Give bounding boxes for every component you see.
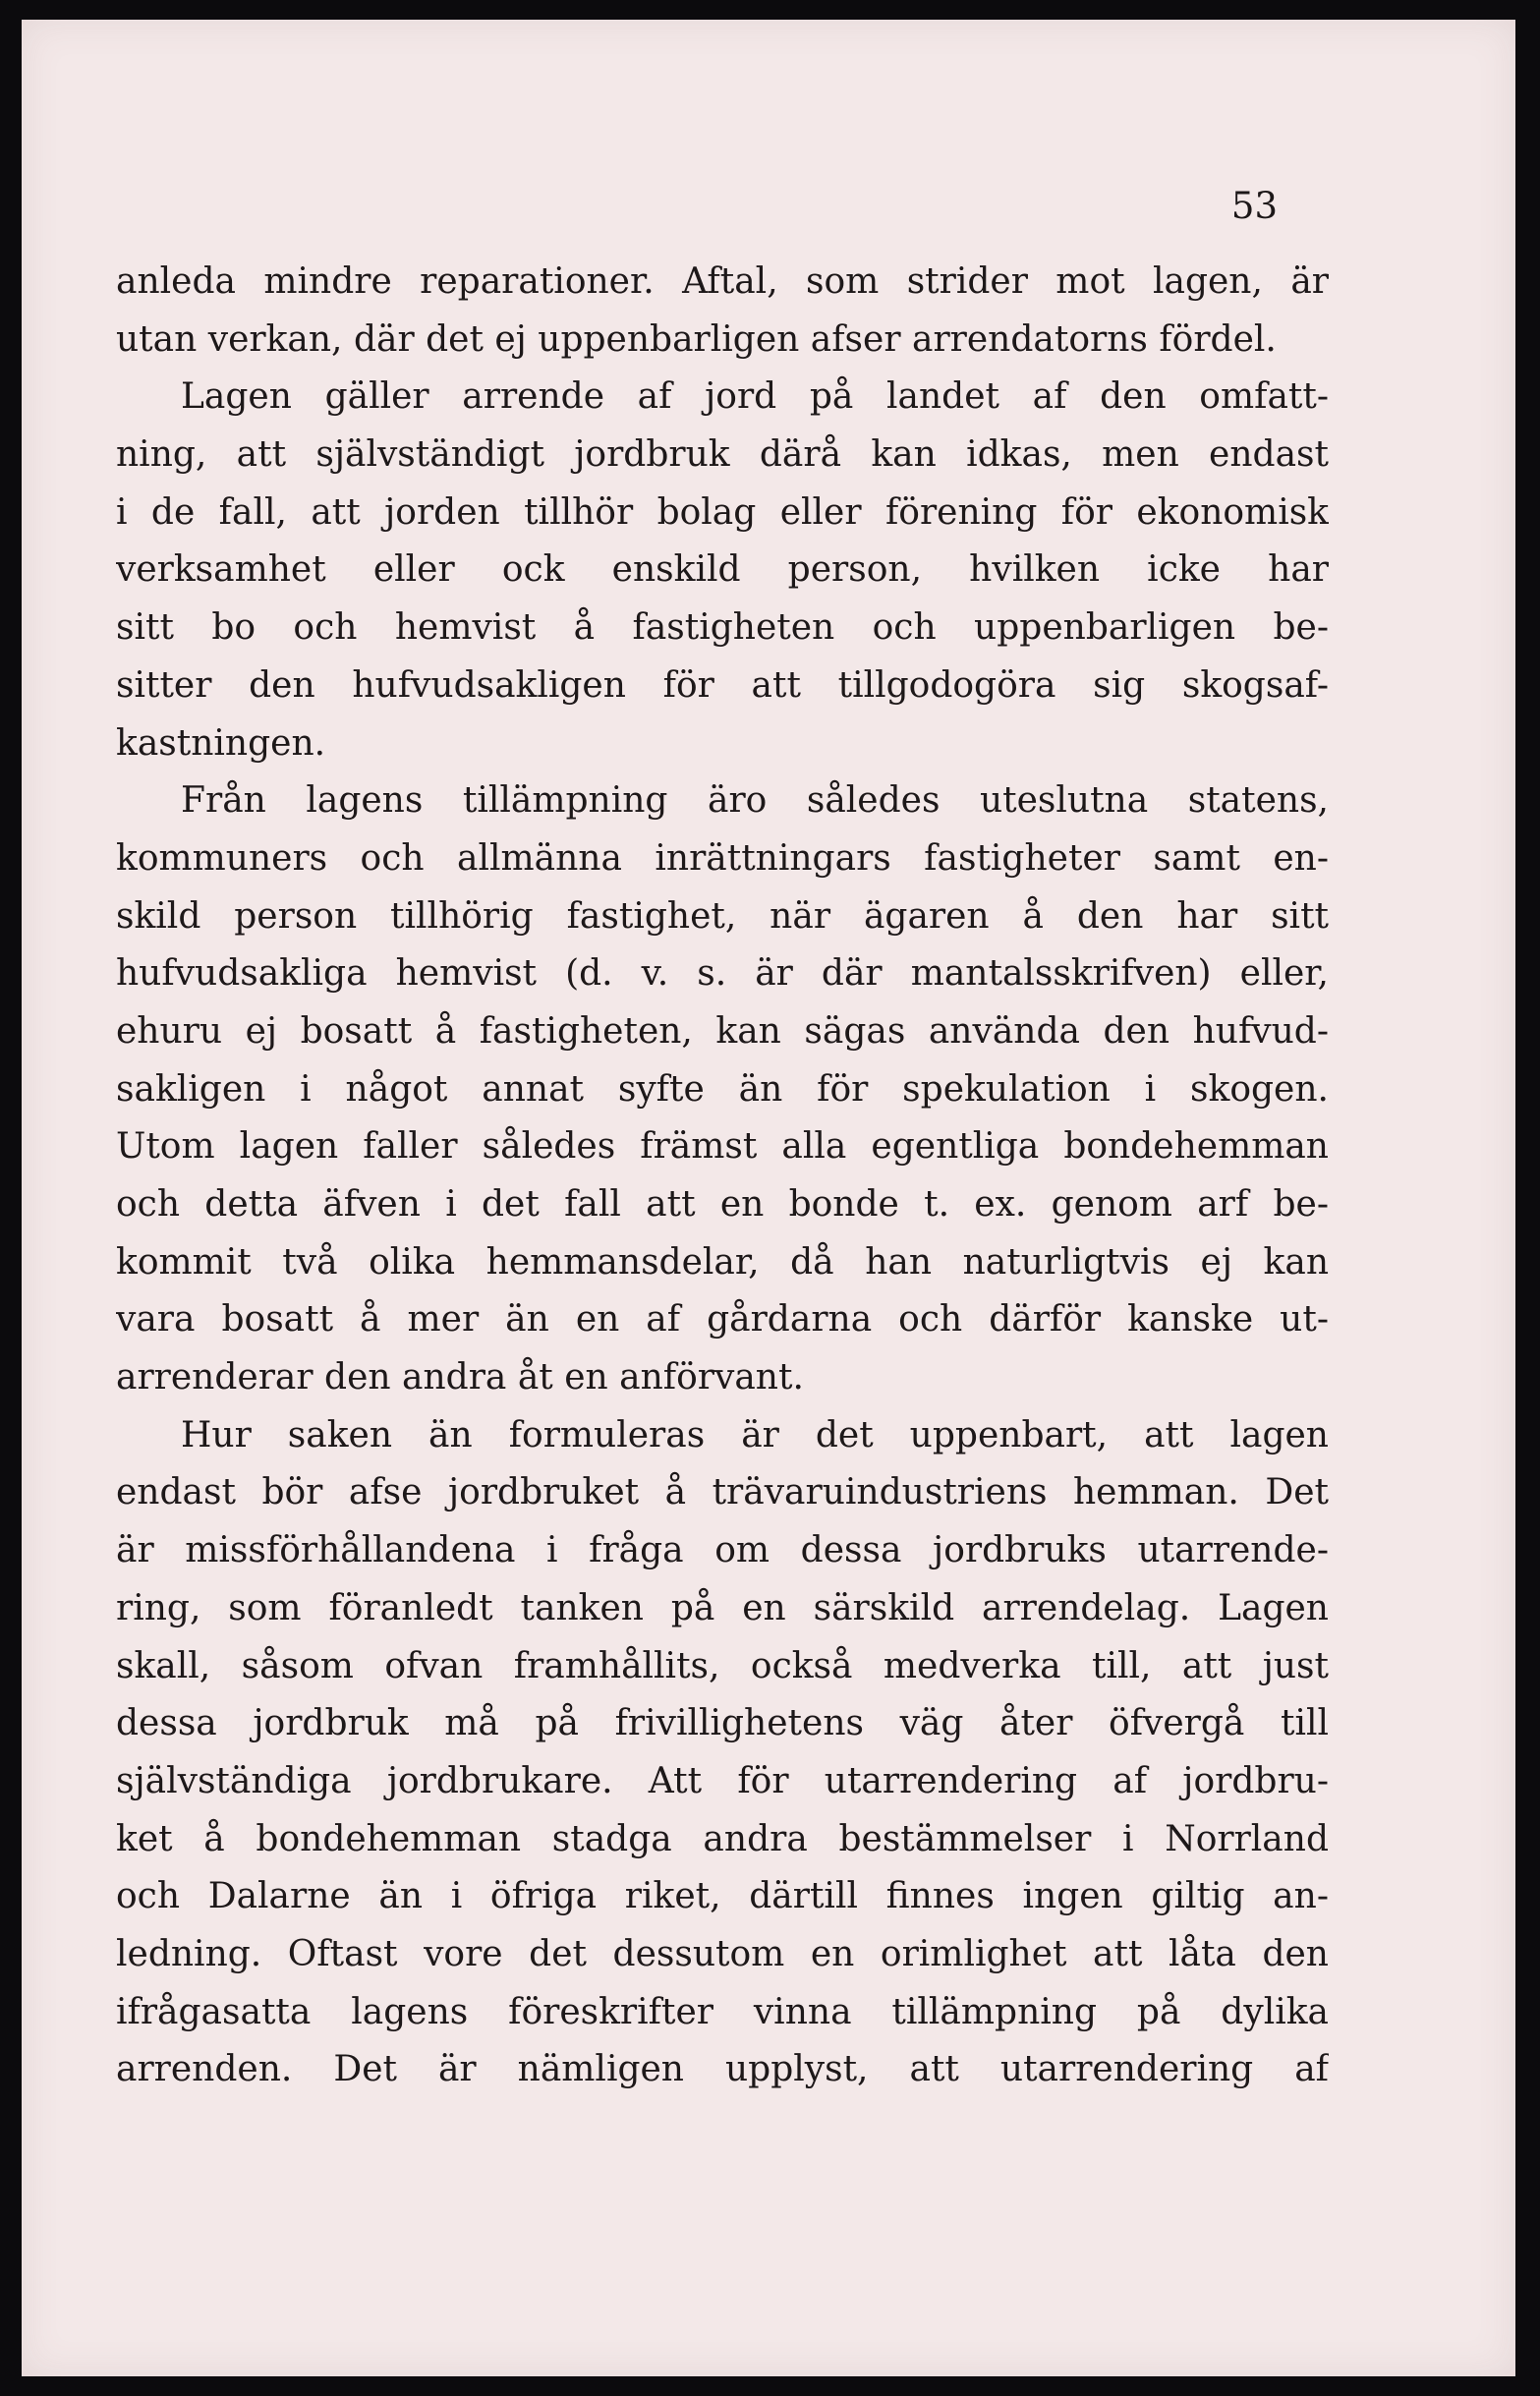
text-line: ehuru ej bosatt å fastigheten, kan sägas använda den hufvud- bbox=[116, 1010, 1329, 1052]
text-line: ket å bondehemman stadga andra bestämmelser i Norrland bbox=[116, 1818, 1329, 1859]
text-line: dessa jordbruk må på frivillighetens väg åter öfvergå till bbox=[116, 1703, 1329, 1744]
text-line: verksamhet eller ock enskild person, hvilken icke har bbox=[116, 549, 1329, 591]
text-line: är missförhållandena i fråga om dessa jordbruks utarrende- bbox=[116, 1530, 1329, 1571]
text-line: ring, som föranledt tanken på en särskild arrendelag. Lagen bbox=[116, 1587, 1329, 1628]
paragraph-start-line: Lagen gäller arrende af jord på landet af den omfatt- bbox=[181, 376, 1329, 418]
paragraph-start-line: Från lagens tillämpning äro således uteslutna statens, bbox=[181, 780, 1329, 822]
text-line: anleda mindre reparationer. Aftal, som strider mot lagen, är bbox=[116, 261, 1329, 302]
text-line: ifrågasatta lagens föreskrifter vinna tillämpning på dylika bbox=[116, 1991, 1329, 2032]
text-line: och Dalarne än i öfriga riket, därtill finnes ingen giltig an- bbox=[116, 1876, 1329, 1917]
text-line: utan verkan, där det ej uppenbarligen afser arrendatorns fördel. bbox=[116, 318, 1277, 360]
text-line: endast bör afse jordbruket å trävaruindustriens hemman. Det bbox=[116, 1472, 1329, 1513]
text-line: självständiga jordbrukare. Att för utarrendering af jordbru- bbox=[116, 1760, 1329, 1801]
text-line: ledning. Oftast vore det dessutom en orimlighet att låta den bbox=[116, 1933, 1329, 1974]
text-line: kommuners och allmänna inrättningars fastigheter samt en- bbox=[116, 837, 1329, 879]
paragraph-end-line: arrenderar den andra åt en anförvant. bbox=[116, 1357, 804, 1398]
paragraph-end-line: kastningen. bbox=[116, 722, 326, 764]
text-line: vara bosatt å mer än en af gårdarna och därför kanske ut- bbox=[116, 1299, 1329, 1341]
text-line: i de fall, att jorden tillhör bolag eller förening för ekonomisk bbox=[116, 491, 1329, 533]
text-line: skall, såsom ofvan framhållits, också medverka till, att just bbox=[116, 1645, 1329, 1686]
text-line: Utom lagen faller således främst alla egentliga bondehemman bbox=[116, 1126, 1329, 1168]
text-line: och detta äfven i det fall att en bonde t. ex. genom arf be- bbox=[116, 1184, 1329, 1225]
book-page bbox=[22, 20, 1515, 2376]
text-line: skild person tillhörig fastighet, när ägaren å den har sitt bbox=[116, 895, 1329, 937]
paragraph-start-line: Hur saken än formuleras är det uppenbart, att lagen bbox=[181, 1414, 1329, 1455]
text-line: arrenden. Det är nämligen upplyst, att utarrendering af bbox=[116, 2049, 1329, 2090]
text-line: sitter den hufvudsakligen för att tillgodogöra sig skogsaf- bbox=[116, 664, 1329, 706]
text-line: kommit två olika hemmansdelar, då han naturligtvis ej kan bbox=[116, 1241, 1329, 1283]
text-line: sitt bo och hemvist å fastigheten och uppenbarligen be- bbox=[116, 607, 1329, 649]
text-line: hufvudsakliga hemvist (d. v. s. är där mantalsskrifven) eller, bbox=[116, 953, 1329, 995]
text-line: ning, att självständigt jordbruk därå kan idkas, men endast bbox=[116, 434, 1329, 476]
page-number: 53 bbox=[1230, 185, 1278, 227]
body-text bbox=[116, 254, 1329, 2099]
text-line: sakligen i något annat syfte än för spekulation i skogen. bbox=[116, 1068, 1329, 1110]
